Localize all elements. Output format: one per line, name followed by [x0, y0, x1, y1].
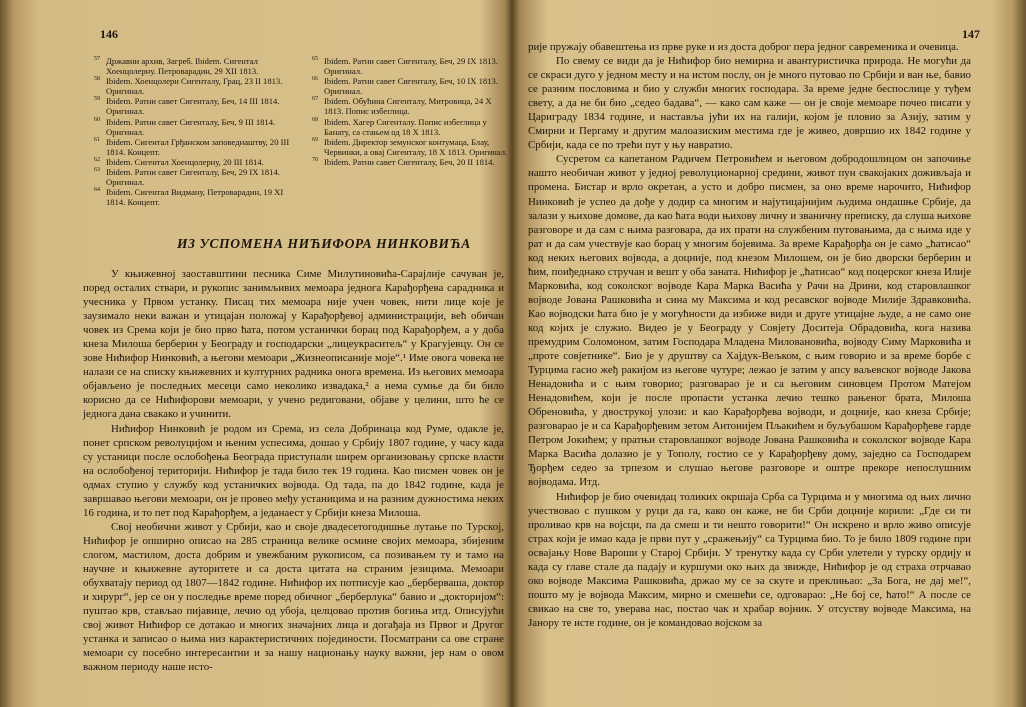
right-page [522, 0, 990, 707]
right-paragraph-3: Сусретом са капетаном Радичем Петровићем и његовом добродошлицом он започиње нашто необичан живот у једној револуционарној средини, живот пун свакојаких доживљаја и промена. Бистар и врло окретан, а усто и добро писмен, за оно време нарочито, Нићифор Нинковић је успео да дође у додир са многим и најутицајнијим људима ондашње Србије, да залази у њихове домове, да као ћата води њихову личну и званичну преписку, да слуша њихове разговоре и да сам с њима разговара, да их прати на службеним путовањима, да с њима иде у рат и да сам учествује као борац у многим бојевима. За време Карађорђа он је само „ћатисао“ код неких његових војвода, а доцније, под кнезом Милошем, он је био дворски берберин и ћим, поиђеднако стручан и вешт у оба заната. Нићифор је „ћатисао“ код поцерског кнеза Илије Марковића, код соколског војводе Кара Марка Васића у Рачи на Дрини, код старовлашког војводе Јована Рашковића и сина му Максима и код ресавског војводе Милије Здравковића. Као војводски ћата био је у могућности да избиже види и друге утицајне људе, а не само оне код којих је служио. Видео је у Београду у Совјету Доситеја Обрадовића, кога назива премудрим Соломоном, затим Господара Младена Миловановића, војводу Симу Марковића и „проте совјетнике“. Био је у друштву са Хајдук-Вељком, с њим говорио и за време борбе с Турцима гасио жеђ ракијом из његове чутуре; лежао је затим у апсу ваљевског војводе Јакова Ненадовића и с њим говорио; разговарао је и са његовим синовцем Протом Матејом Ненадовићем, који је после пропасти устанка лечио тешко рањеног брата, Милоша Обреновића, у двострукој улози: и као Карађорђева војводи, и доцније, као кнеза Србије; разговарао је и са Карађорђевим зетом Антонијем Пљакићем и буљубашом Карађорђеве гарде Петром Јокићем; у пратњи старовлашког војводе Јована Рашковића и соколског војводе Кара Марка Васића долазио је у Тополу, гостио се у Карађорђеву дому, заједно са Господарем Ђорђем седео за трпезом и слушао његове разговоре и оштре прекоре непослушним војводама. Итд. [528, 153, 971, 489]
footnote-text: Ibidem. Ратни савет Сигенталу, Беч, 20 II 1814. [324, 156, 495, 167]
footnote-number: 58 [94, 76, 100, 83]
footnote-text: Државни архив, Загреб. Ibidem. Сигентал Хоенцолерну. Петроварадин, 29 XII 1813. [106, 56, 259, 77]
footnote-number: 63 [94, 167, 100, 174]
footnote [312, 76, 512, 96]
footnote-number: 60 [94, 116, 100, 123]
footnote [94, 76, 299, 96]
footnote-text: Ibidem. Хоенцолерн Сигенталу, Грац, 23 II 1813. Оригинал. [106, 76, 283, 97]
footnote [312, 137, 512, 157]
right-body-text [528, 40, 971, 630]
footnote-text: Ibidem. Обућина Сигенталу, Митровица, 24 X 1813. Попис избеглица. [324, 96, 492, 117]
right-page-number: 147 [962, 27, 980, 41]
footnote-text: Ibidem. Сигентал Грђанском заповеднаштву, 20 III 1814. Концепт. [106, 136, 290, 157]
footnote-text: Ibidem. Сигентал Хоенцолерну, 20 III 1814. [106, 156, 264, 167]
footnote-number: 68 [312, 116, 318, 123]
left-body-text [83, 267, 504, 674]
footnote-text: Ibidem. Ратни савет Сигенталу, Беч, 14 III 1814. Оригинал. [106, 96, 280, 117]
left-paragraph-1: У књижевној заоставштини песника Симе Милутиновића-Сарајлије сачуван је, поред осталих ствари, и рукопис занимљивих мемоара једнога Карађорђева сарадника и учесника у Првом устанку. Писац тих мемоара није учен човек, нити лице које је заузимало неки важан и утицајан положај у Карађорђевој администрацији, већ обичан човек из Срема који је био прво ћата, потом устанички борац под Карађорђем, а у доба кнеза Милоша берберин у Београду и господарски „лицеукраситељ“ у Крагујевцу. Он се зове Нићифор Нинковић, а његови мемоари „Жизнеописаније моје“.¹ Име овога човека не налази се на списку књижевних и културних радника онога времена. Из његових мемоара објављено је последњих месеци само неколико извадака,² а нема сумње да би било корисно да се Нићифорови мемоари, у учено редиговани, објаве у целини, што ће се једнога дана свакако и учинити. [83, 268, 504, 421]
right-paragraph-1: рије пружају обавештења из прве руке и из доста доброг пера једног савременика и очевица. [528, 41, 959, 53]
left-paragraph-2: Нићифор Нинковић је родом из Срема, из села Добринаца код Руме, одакле је, понет српском револуцијом и њеним успесима, дошао у Србију 1807 године, у часу када су устаници после ослобођења Београда приступали ширем организовању српске власти на ослобођеној територији. Нићифор је тада било тек 19 година. Као писмен човек он је одмах ступио у службу код устаничких војвода. Од тада, па до 1842 године, када је завршавао његови мемоари, он је провео међу устаницима и на разним дужностима неких 16 година, и то пет под Карађорђем, а једанаест у Србији кнеза Милоша. [83, 422, 504, 519]
right-paragraph-2: По свему се види да је Нићифор био немирна и авантуристичка природа. Не могући да се скраси дуго у једном месту и на истом послу, он је много путовао по Србији и ван ње, бавио се разним пословима и био у служби многих господара. За време једне беспослице у туђем свету, а да не би био „седео бадава“, — како сам каже — он је своје мемоаре почео писати у Цариграду 1834 године, и наставља јући их на галији, којом је пловио за Азију, затим у Смирни и Пергаму и другим малоазиским местима где је живео, довршио их 1842 године у Србији, када се по трећи пут у њу навратио. [528, 55, 971, 152]
footnote-number: 64 [94, 187, 100, 194]
left-paragraph-3: Свој необични живот у Србији, као и своје двадесетогодишње лутање по Турској, Нићифор је опширно описао на 285 страница велике осмине својих мемоара, збијеним слогом, мастилом, доста добрим и увежбаним рукописом, са позивањем ту и тамо на научне и књижевне ауторитете и са доста цитата на страним језицима. Мемоари обухватају период од 1807—1842 године. Нићифор их потписује као „берберваша, доктор и хирург“, јер се он у последње време поред обичног „берберлука“ бавио и „докторијом“: пуштао крв, стављао пијавице, лечио од убоја, целцовао против богиња итд. Описујући свој живот Нићифор се дотакао и многих значајних лица и догађаја из Првог и Другог устанка и записао о њима низ карактеристичних појединости. Посматрани са ове стране мемоари су посебно интересантни и за нашу национању науку важни, јер нам о овом важном периоду наше исто- [83, 520, 504, 674]
footnotes-column-2 [312, 56, 512, 167]
footnote-text: Ibidem. Ратни савет Сигенталу, Беч, 10 IX 1813. Оригинал. [324, 76, 498, 97]
article-title: ИЗ УСПОМЕНА НИЋИФОРА НИНКОВИЋА [177, 236, 471, 251]
left-page-number: 146 [100, 27, 118, 41]
footnote [312, 96, 512, 116]
footnote-text: Ibidem. Ратни савет Сигенталу, Беч, 29 IX 1813. Оригинал. [324, 56, 498, 77]
footnote [94, 117, 299, 137]
footnote [94, 137, 299, 157]
footnote-text: Ibidem. Директор земунског контумаца, Блау, Червинки, а овај Сигенталу, 18 X 1813. Оригинал. [324, 136, 508, 157]
footnote [94, 187, 299, 207]
footnote [312, 117, 512, 137]
footnote-number: 67 [312, 96, 318, 103]
footnote-text: Ibidem. Ратни савет Сигенталу, Беч, 9 III 1814. Оригинал. [106, 116, 276, 137]
footnote-text: Ibidem. Хагер Сигенталу. Попис избеглица у Банату, са стањем од 18 X 1813. [324, 116, 487, 137]
footnote-text: Ibidem. Сигентал Видману, Петроварадин, 19 XI 1814. Концепт. [106, 187, 284, 208]
footnote-number: 70 [312, 156, 318, 163]
footnote [94, 56, 299, 76]
footnote [312, 56, 512, 76]
left-page [62, 0, 508, 707]
footnote-number: 57 [94, 56, 100, 62]
footnote-number: 65 [312, 56, 318, 62]
footnote [94, 157, 299, 167]
footnotes-column-1 [94, 56, 299, 207]
footnote-number: 59 [94, 96, 100, 103]
footnote-number: 66 [312, 76, 318, 83]
footnote-number: 61 [94, 136, 100, 143]
footnote-number: 62 [94, 156, 100, 163]
footnote-number: 69 [312, 136, 318, 143]
footnote [312, 157, 512, 167]
footnote [94, 96, 299, 116]
right-paragraph-4: Нићифор је био очевидац толиких окршаја Срба са Турцима и у многима од њих лично учествовао с пушком у руци да га, како он каже, не би Срби доцније корили: „Где си ти проливао крв на војсци, па да смеш и ти нешто говорити!“ Он искрено и врло живо описује страх који је имао када је први пут у „сражењију“ са Турцима био. То је било 1809 године при освајању Нове Вароши у Старој Србији. У тренутку када су Срби улетели у турску ордију и када су главе стале да падају и куршуми око њих да звижде, Нићифор је од страха отрчавао око војводе Максима Рашковића, држао му се за скуте и преклињао: „За Бога, не дај ме!“, пошто му је војвода Максим, мирно и смешећи се, одговарао: „Не бој се, ћато!“ А после се свикао на све то, уверава нас, постао чак и храбар војник. У отсуству војводе Максима, на Јанору те исте године, он је командовао војском за [528, 490, 971, 629]
footnote-text: Ibidem. Ратни савет Сигенталу, Беч, 29 IX 1814. Оригинал. [106, 167, 280, 188]
footnote [94, 167, 299, 187]
